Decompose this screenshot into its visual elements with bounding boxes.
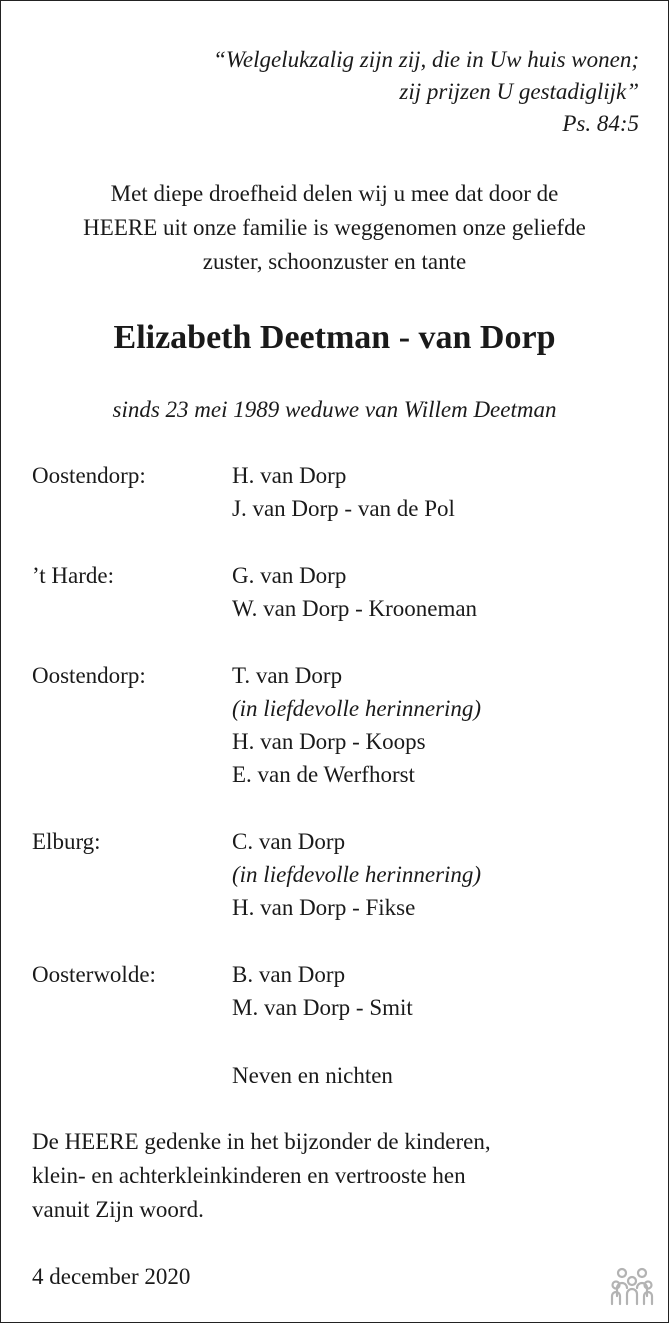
family-place: Elburg: <box>32 829 101 854</box>
family-member: H. van Dorp <box>232 463 347 488</box>
closing-line: klein- en achterkleinkinderen en vertrooste hen <box>32 1163 466 1188</box>
family-member: E. van de Werfhorst <box>232 762 415 787</box>
closing-line: vanuit Zijn woord. <box>32 1197 204 1222</box>
family-member: M. van Dorp - Smit <box>232 995 413 1020</box>
family-block <box>32 459 642 525</box>
intro-line: HEERE uit onze familie is weggenomen onze geliefde <box>83 215 586 240</box>
quote-line: “Welgelukzalig zijn zij, die in Uw huis wonen; <box>213 47 639 72</box>
memorial-note: (in liefdevolle herinnering) <box>232 696 482 721</box>
quote-reference: Ps. 84:5 <box>562 111 639 136</box>
deceased-name: Elizabeth Deetman - van Dorp <box>113 319 556 356</box>
family-block <box>32 825 642 924</box>
family-members <box>232 459 642 525</box>
closing-line: De HEERE gedenke in het bijzonder de kinderen, <box>32 1129 491 1154</box>
intro-line: Met diepe droefheid delen wij u mee dat door de <box>110 181 559 206</box>
widow-line: sinds 23 mei 1989 weduwe van Willem Deetman <box>112 397 557 422</box>
people-group-icon <box>608 1266 656 1306</box>
bible-quote <box>79 44 639 140</box>
intro-text <box>0 177 669 279</box>
closing-text <box>32 1125 491 1227</box>
family-place: ’t Harde: <box>32 563 114 588</box>
family-members <box>232 559 642 625</box>
relatives-line: Neven en nichten <box>232 1063 393 1088</box>
family-place: Oostendorp: <box>32 463 146 488</box>
family-block <box>32 559 642 625</box>
family-place: Oostendorp: <box>32 663 146 688</box>
quote-line: zij prijzen U gestadiglijk” <box>399 79 639 104</box>
family-list <box>32 459 642 1058</box>
family-member: B. van Dorp <box>232 962 346 987</box>
family-member: H. van Dorp - Fikse <box>232 895 416 920</box>
family-member: H. van Dorp - Koops <box>232 729 426 754</box>
family-member: C. van Dorp <box>232 829 346 854</box>
memorial-note: (in liefdevolle herinnering) <box>232 862 482 887</box>
intro-line: zuster, schoonzuster en tante <box>202 249 467 274</box>
family-members <box>232 958 642 1024</box>
family-block <box>32 958 642 1024</box>
family-member: J. van Dorp - van de Pol <box>232 496 455 521</box>
family-member: G. van Dorp <box>232 563 347 588</box>
family-member: T. van Dorp <box>232 663 343 688</box>
family-members <box>232 659 642 791</box>
family-member: W. van Dorp - Krooneman <box>232 596 478 621</box>
family-members <box>232 825 642 924</box>
family-place: Oosterwolde: <box>32 962 156 987</box>
family-block <box>32 659 642 791</box>
notice-date: 4 december 2020 <box>32 1264 191 1289</box>
